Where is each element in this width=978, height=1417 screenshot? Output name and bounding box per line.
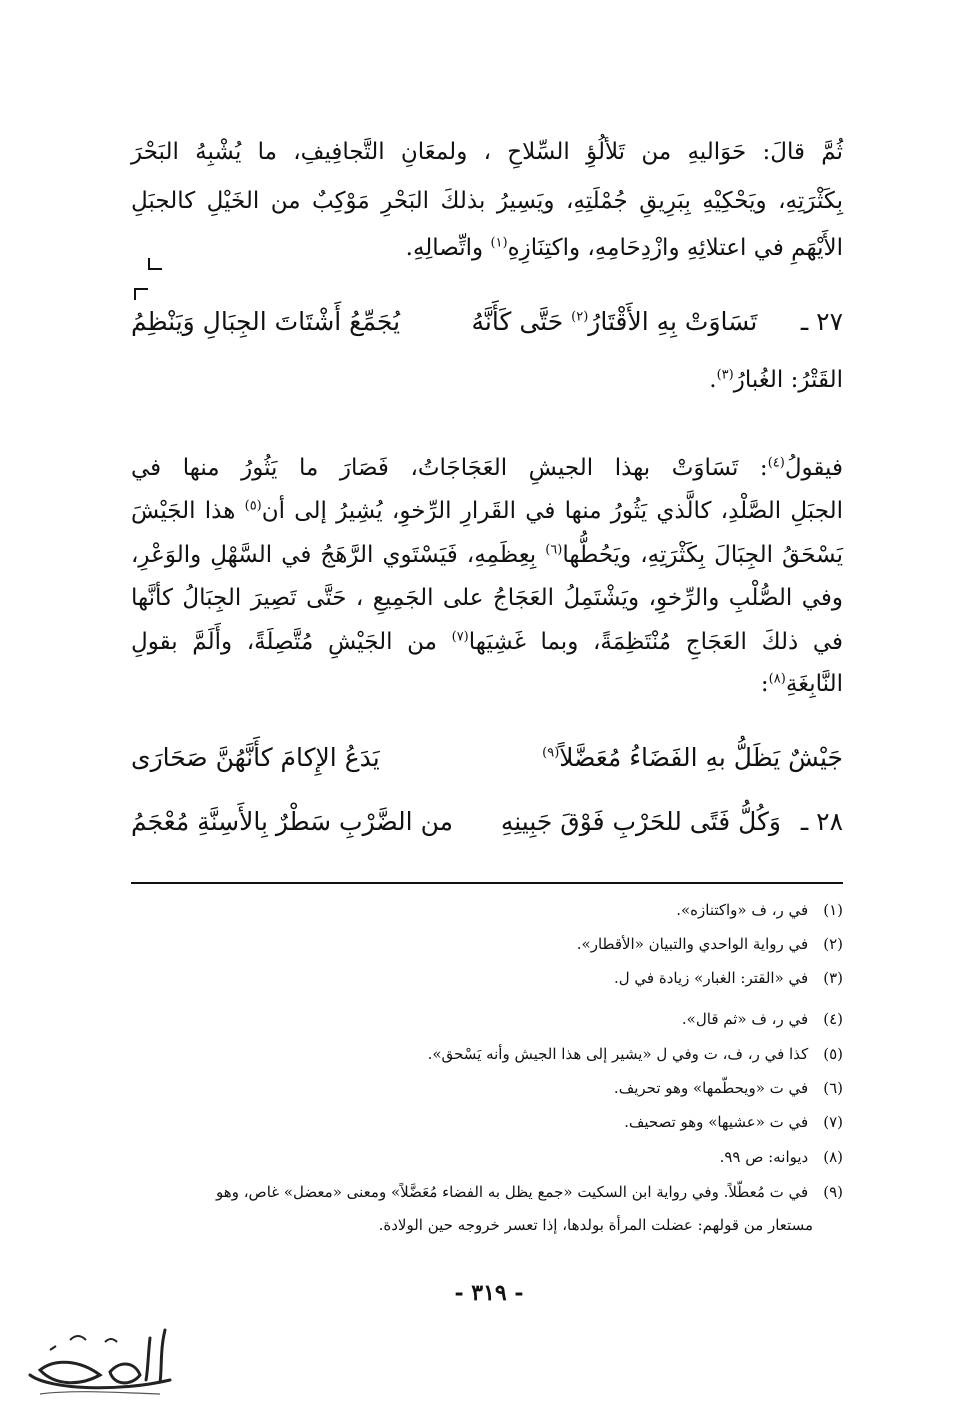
footnote-6 (131, 1074, 843, 1102)
footnote-7-text: في ت «عشيها» وهو تصحيف. (624, 1113, 809, 1131)
verse-27-sadr-tail: حَتَّى كَأَنَّهُ (471, 307, 564, 336)
footnote-3 (131, 964, 843, 992)
quoted-verse-ajuz: يَدَعُ الإِكامَ كأَنَّهُنَّ صَحَارَى (131, 743, 380, 772)
footnote-2-number: (٢) (823, 935, 843, 953)
footnote-3-text: في «القتر: الغبار» زيادة في ل. (613, 969, 809, 987)
footnote-ref-2: (٢) (571, 309, 589, 325)
footnote-7 (131, 1108, 843, 1136)
footnote-1-number: (١) (823, 901, 843, 919)
footnote-4-number: (٤) (823, 1010, 843, 1028)
footnote-4 (131, 1005, 843, 1033)
footnote-1-text: في ر، ف «واكتنازه». (676, 901, 809, 919)
verse-27 (131, 300, 843, 344)
gloss-27-text: القَتْرُ: الغُبارُ (733, 367, 843, 393)
paragraph-2-line-5 (131, 622, 843, 662)
footnote-6-text: في ت «ويحطّمها» وهو تحريف. (613, 1079, 809, 1097)
verse-27-sadr (472, 300, 758, 344)
footnote-6-number: (٦) (823, 1079, 843, 1097)
paragraph-2-line-2-a: الجبَلِ الصَّلْدِ، كالَّذي يَثُورُ منها في القَرارِ الرِّخوِ، يُشِيرُ إلى أن (261, 498, 843, 524)
quoted-verse-sadr (542, 736, 843, 780)
footnote-7-number: (٧) (823, 1113, 843, 1131)
quoted-verse-sadr-text: جَيْشٌ يَظَلُّ بهِ الفَضَاءُ مُعَضَّلاً (559, 743, 843, 772)
footnote-9-number: (٩) (823, 1183, 843, 1201)
paragraph-2-line-2-b: هذا الجَيْشَ (131, 498, 245, 524)
paragraph-2-line-1 (131, 448, 843, 488)
footnote-9-text: في ت مُعطّلاً. وفي رواية ابن السكيت «جمع يظل به الفضاء مُعَضَّلاً» ومعنى «معضل» غاص، وهو (216, 1183, 809, 1201)
footnote-2 (131, 930, 843, 958)
footnote-3-number: (٣) (823, 969, 843, 987)
footnote-8 (131, 1143, 843, 1171)
footnote-4-text: في ر، ف «ثم قال». (681, 1010, 809, 1028)
paragraph-2-line-2 (131, 491, 843, 531)
footnote-5-number: (٥) (823, 1045, 843, 1063)
footnote-ref-9: (٩) (542, 745, 560, 761)
verse-28-ajuz: من الضَّرْبِ سَطْرٌ بِالأَسِنَّةِ مُعْجَمُ (131, 807, 453, 836)
paragraph-1-line-3-text: الأَيْهَمِ في اعتلائِهِ وازْدِحَامِهِ، واكتِنَازِهِ (507, 235, 843, 261)
paragraph-2-line-1-b: : تَسَاوَتْ بهذا الجيشِ العَجَاجَاتُ، فَصَارَ ما يَثُورُ منها في (131, 455, 768, 481)
footnote-divider (131, 882, 843, 884)
footnote-1 (131, 896, 843, 924)
verse-28-number: ٢٨ ـ (800, 807, 843, 836)
paragraph-2-line-3-b: بِعِظَمِهِ، فَيَسْتَوي الرَّهَجُ في السَّهْلِ والوَعْرِ، (131, 542, 546, 568)
paragraph-2-line-3 (131, 535, 843, 575)
verse-27-ajuz: يُجَمِّعُ أَشْتَاتَ الجِبَالِ وَيَنْظِمُ (131, 307, 401, 336)
verse-28 (131, 800, 843, 844)
footnote-8-number: (٨) (823, 1148, 843, 1166)
footnote-ref-1: (١) (490, 235, 508, 251)
library-stamp (10, 1320, 180, 1405)
footnote-ref-7: (٧) (451, 629, 469, 645)
paragraph-1-line-3 (131, 228, 843, 268)
footnote-9 (131, 1178, 843, 1206)
paragraph-2-line-3-a: يَسْحَقُ الجِبَالَ بِكَثْرَتِهِ، ويَحُطُّها (562, 542, 843, 568)
quoted-verse (131, 736, 843, 780)
paragraph-1-line-2: بِكَثْرَتِهِ، ويَحْكِيْهِ بِبَرِيقِ جُمْلَتِهِ، ويَسِيرُ بذلكَ البَحْرِ مَوْكِبٌ من الخَيْلِ كالجبَلِ (131, 188, 843, 214)
footnote-9-continued: مستعار من قولهم: عضلت المرأة بولدها، إذا تعسر خروجه حين الولادة. (378, 1216, 813, 1234)
bracket-mark-top (134, 288, 148, 300)
verse-27-sadr-text: تَسَاوَتْ بِهِ الأَقْتَارُ (588, 307, 758, 336)
footnote-8-text: ديوانه: ص ٩٩. (719, 1148, 809, 1166)
bracket-mark-bottom (148, 258, 162, 270)
paragraph-2-line-6-a: النَّابِغَةِ (785, 671, 843, 697)
footnote-5 (131, 1040, 843, 1068)
paragraph-2-line-4: وفي الصُّلْبِ والرِّخوِ، ويَشْتَمِلُ العَجَاجُ على الجَمِيعِ ، حَتَّى تَصِيرَ الجِبَالُ كأنَّها (131, 585, 843, 611)
gloss-27 (131, 358, 843, 402)
paragraph-1-line-3-tail: واتِّصالِهِ. (405, 235, 484, 261)
verse-28-sadr: وَكُلُّ فَتًى للحَرْبِ فَوْقَ جَبِينِهِ (500, 807, 781, 836)
footnote-ref-8: (٨) (768, 671, 786, 687)
paragraph-2-line-6-b: : (760, 671, 769, 697)
paragraph-1-line-1: ثُمَّ قالَ: حَوَاليهِ من تَلألُؤِ السِّلاحِ ، ولمعَانِ التَّجافِيفِ، ما يُشْبِهُ البَحْرَ (131, 139, 843, 165)
footnote-5-text: كذا في ر، ف، ت وفي ل «يشير إلى هذا الجيش وأنه يَسْحق». (427, 1045, 809, 1063)
page-number: - ٣١٩ - (454, 1280, 524, 1306)
footnote-2-text: في رواية الواحدي والتبيان «الأقطار». (576, 935, 809, 953)
footnote-ref-3: (٣) (716, 367, 734, 383)
footnote-ref-4: (٤) (767, 455, 785, 471)
gloss-27-tail: . (709, 367, 717, 393)
footnote-ref-6: (٦) (545, 542, 563, 558)
paragraph-2-line-5-a: في ذلكَ العَجَاجِ مُنْتَظِمَةً، وبما غَشِيَها (468, 629, 844, 655)
footnote-ref-5: (٥) (244, 498, 262, 514)
paragraph-2-line-6 (131, 664, 843, 704)
paragraph-2-line-1-a: فيقولُ (784, 455, 843, 481)
verse-27-number: ٢٧ ـ (800, 307, 844, 336)
paragraph-2-line-5-b: من الجَيْشِ مُتَّصِلَةً، وأَلَمَّ بقولِ (131, 629, 452, 655)
